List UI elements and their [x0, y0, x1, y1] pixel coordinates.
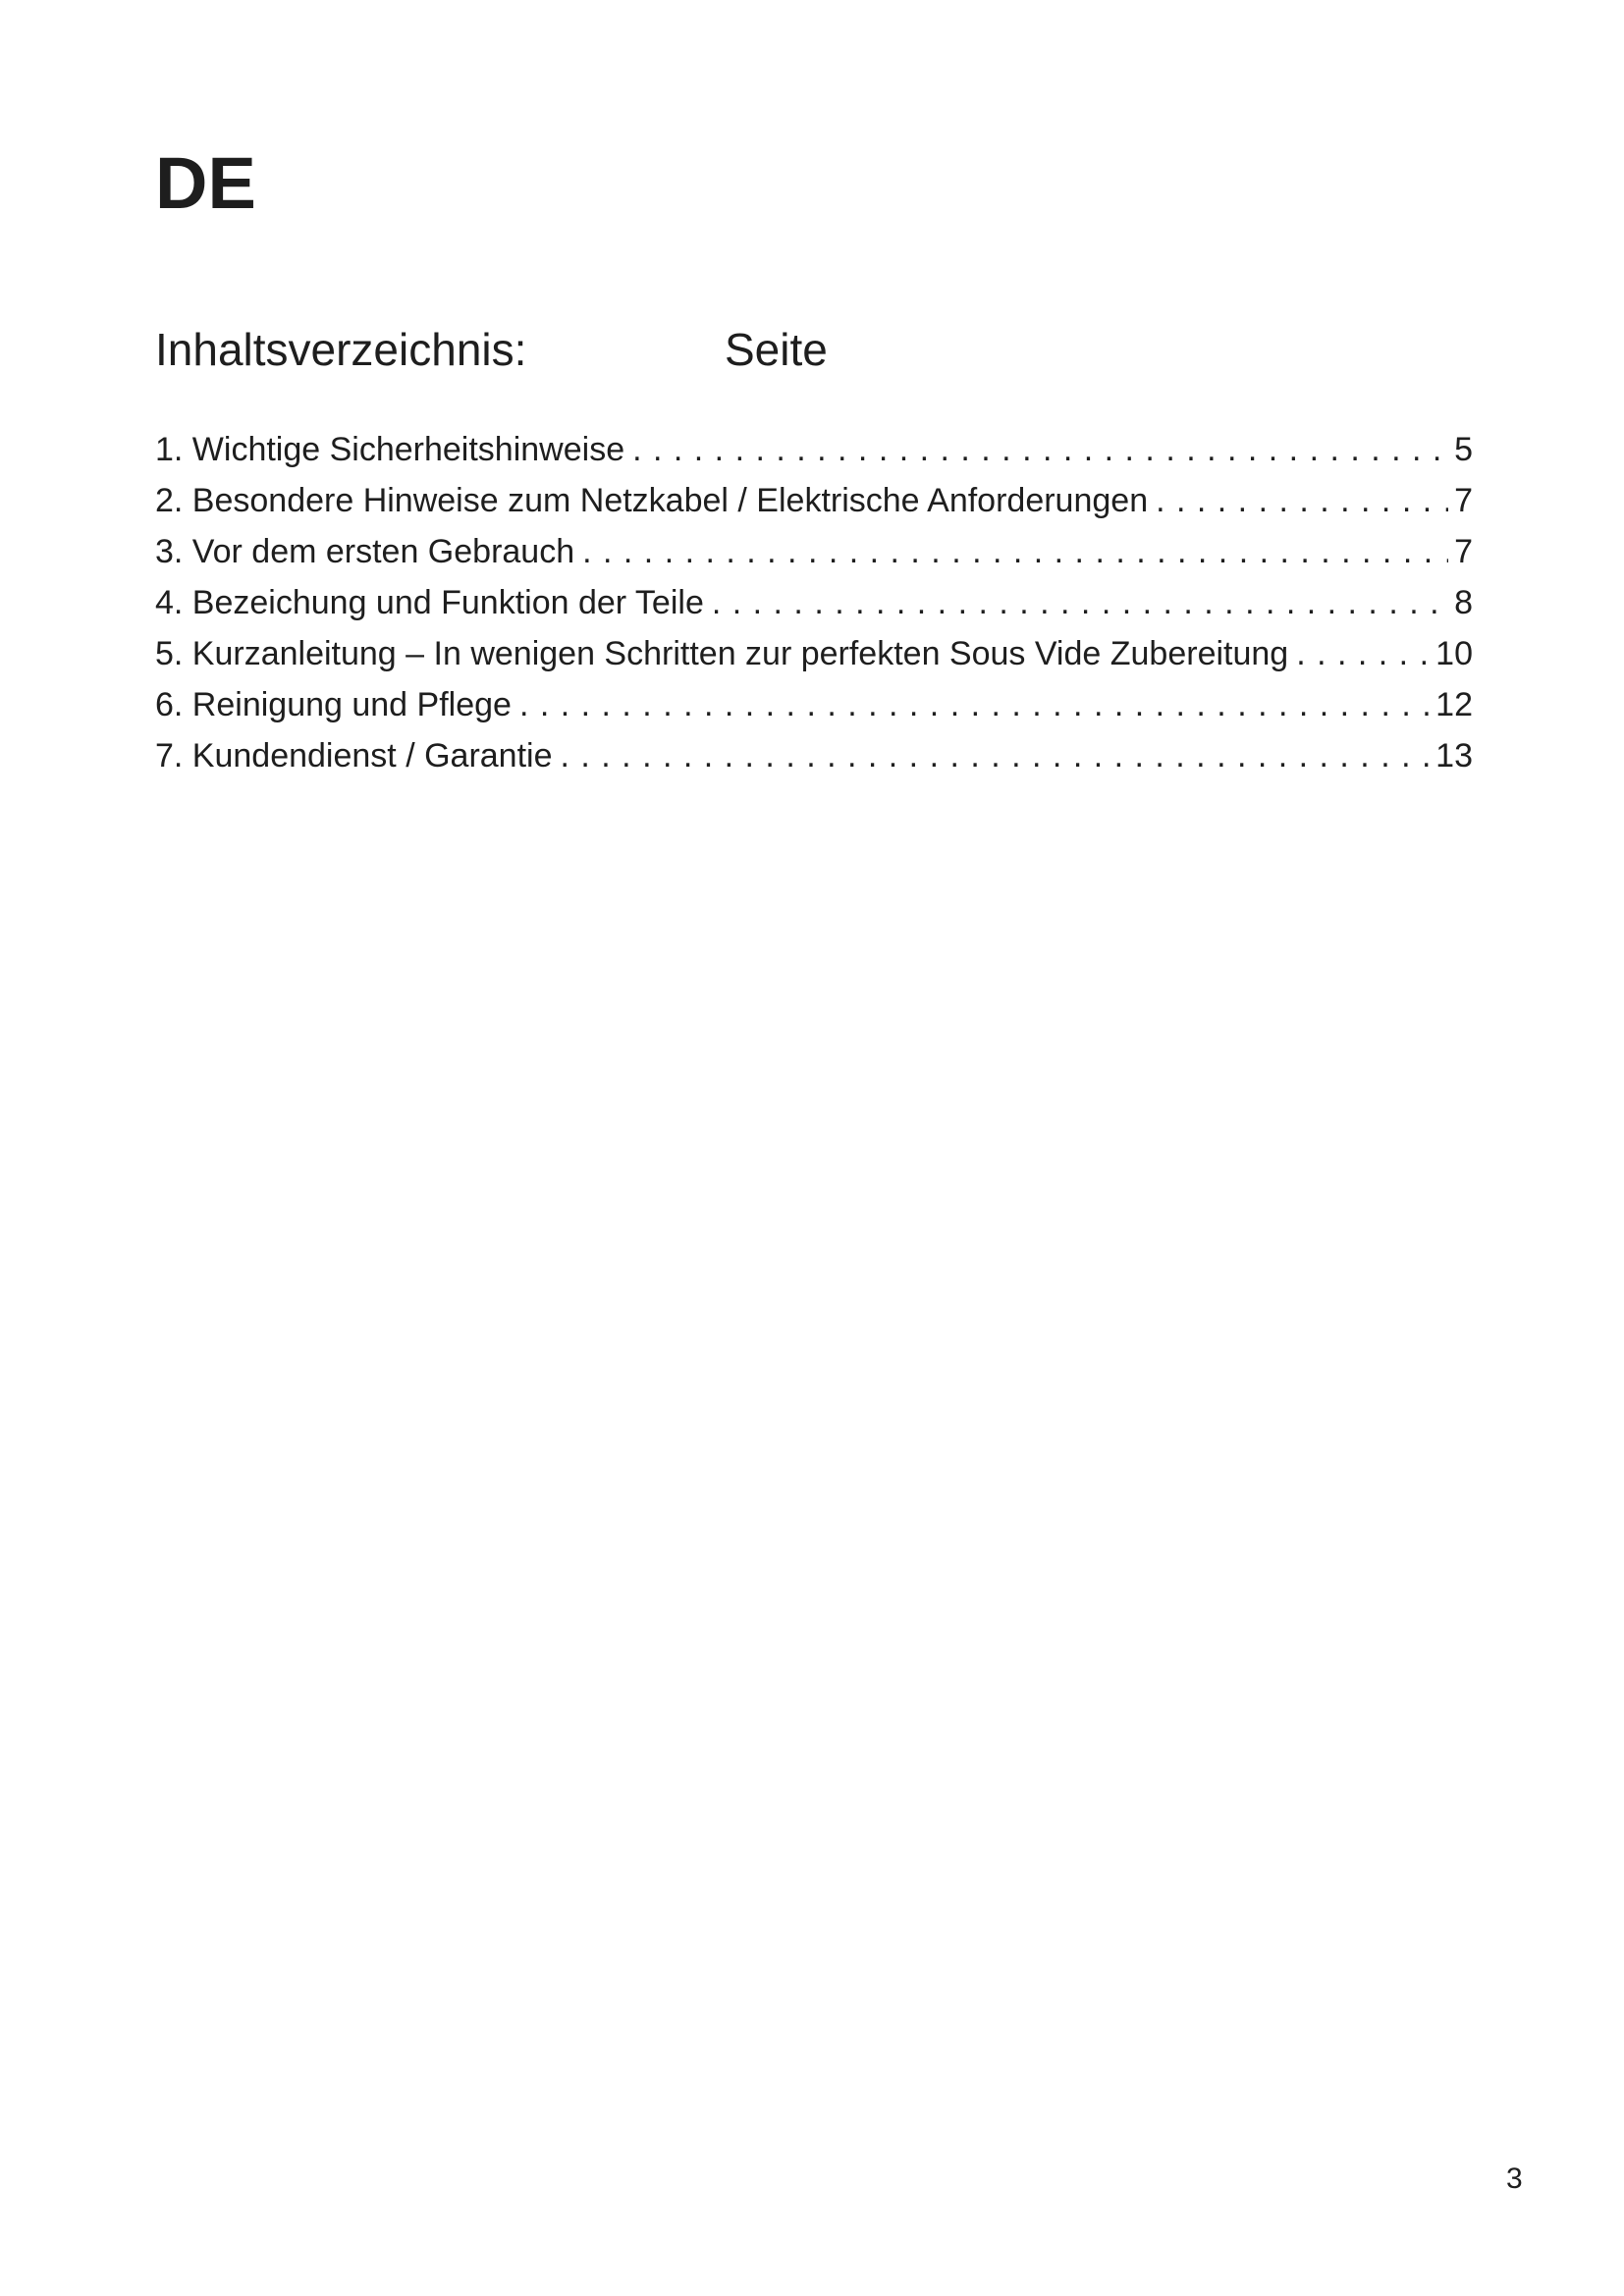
toc-header [155, 322, 1039, 377]
toc-page-column-label: Seite [725, 324, 828, 375]
toc-entry[interactable] [155, 475, 1473, 526]
toc-list [155, 424, 1473, 781]
toc-entry-page: 12 [1435, 686, 1473, 723]
toc-entry[interactable] [155, 577, 1473, 628]
toc-entry-label: 1. Wichtige Sicherheitshinweise [155, 431, 625, 468]
dot-leader [712, 577, 1448, 628]
dot-leader [1156, 475, 1448, 526]
toc-entry[interactable] [155, 526, 1473, 577]
toc-entry-label: 6. Reinigung und Pflege [155, 686, 512, 723]
toc-entry-page: 10 [1435, 635, 1473, 672]
toc-entry-page: 13 [1435, 737, 1473, 774]
dot-leader [582, 526, 1448, 577]
toc-entry-label: 4. Bezeichung und Funktion der Teile [155, 584, 704, 621]
toc-entry-page: 7 [1454, 533, 1473, 570]
toc-entry-label: 2. Besondere Hinweise zum Netzkabel / Elektrische Anforderungen [155, 482, 1149, 519]
dot-leader [561, 730, 1431, 781]
toc-entry[interactable] [155, 679, 1473, 730]
dot-leader [632, 424, 1448, 475]
toc-entry-label: 5. Kurzanleitung – In wenigen Schritten zur perfekten Sous Vide Zubereitung [155, 635, 1289, 672]
toc-entry-page: 7 [1454, 482, 1473, 519]
toc-entry-label: 7. Kundendienst / Garantie [155, 737, 553, 774]
toc-entry[interactable] [155, 628, 1473, 679]
toc-entry[interactable] [155, 730, 1473, 781]
toc-title: Inhaltsverzeichnis: [155, 324, 527, 375]
dot-leader [1296, 628, 1430, 679]
page-number: 3 [1506, 2163, 1523, 2195]
language-code-heading: DE [155, 142, 256, 224]
toc-entry-page: 8 [1454, 584, 1473, 621]
toc-entry-label: 3. Vor dem ersten Gebrauch [155, 533, 575, 570]
dot-leader [519, 679, 1430, 730]
toc-entry[interactable] [155, 424, 1473, 475]
toc-entry-page: 5 [1454, 431, 1473, 468]
